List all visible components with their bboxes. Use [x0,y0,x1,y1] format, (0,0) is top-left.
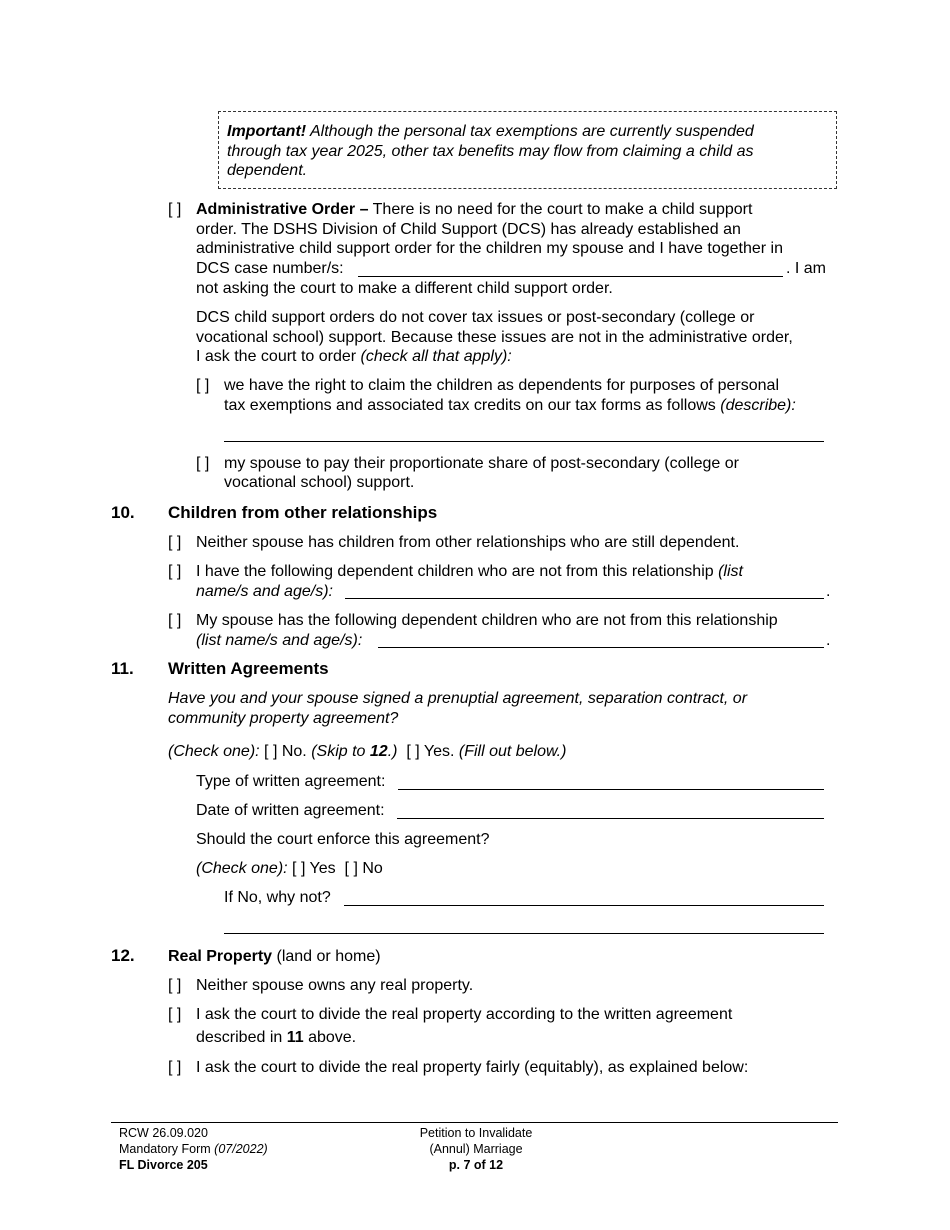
why-not-field-2[interactable] [224,933,824,934]
divide-by-agreement-checkbox[interactable]: [ ] [168,1006,182,1023]
described-above-text: above. [303,1029,357,1046]
admin-order-title: Administrative Order – [196,201,369,218]
admin-para2-line-1: DCS child support orders do not cover tax issues or post-secondary (college or [196,309,755,326]
tax-claim-line-2 [224,396,796,416]
section-12-title: Real Property [168,948,273,965]
admin-para2-line-3 [196,347,512,367]
footer-title-line-2: (Annul) Marriage [429,1142,523,1156]
spouse-other-children-field[interactable] [378,647,824,648]
my-other-children-line-2: name/s and age/s): [196,583,333,600]
spouse-other-children-line-1: My spouse has the following dependent children who are not from this relationship [196,612,778,629]
no-other-children-text: Neither spouse has children from other relationships who are still dependent. [196,534,740,551]
admin-order-line-1 [196,200,752,220]
spouse-other-children-checkbox[interactable]: [ ] [168,612,182,629]
agreement-type-label: Type of written agreement: [196,773,386,790]
divide-fairly-checkbox[interactable]: [ ] [168,1059,182,1076]
post-secondary-line-2: vocational school) support. [224,474,415,491]
admin-order-line-2: order. The DSHS Division of Child Support (DCS) has already established an [196,221,741,238]
post-secondary-checkbox[interactable]: [ ] [196,455,210,472]
agreement-question-line-1: Have you and your spouse signed a prenuptial agreement, separation contract, or [168,690,748,707]
important-line-3: dependent. [227,162,308,179]
tax-claim-describe-field[interactable] [224,441,824,442]
admin-para2-line-2: vocational school) support. Because these issues are not in the administrative order, [196,329,793,346]
footer-mandatory-date: (07/2022) [214,1142,268,1156]
enforce-no-label: No [362,860,383,877]
my-other-children-field[interactable] [345,598,824,599]
footer-rcw: RCW 26.09.020 [119,1126,208,1140]
my-other-children-text: I have the following dependent children who are not from this relationship [196,563,719,580]
important-line-1 [227,122,754,142]
footer-page-number: p. 7 of 12 [448,1158,504,1172]
enforce-question: Should the court enforce this agreement? [196,831,490,848]
section-11-number: 11. [111,659,134,678]
my-other-children-italic: (list [718,563,743,580]
tax-claim-line-1: we have the right to claim the children as dependents for purposes of personal [224,377,779,394]
admin-order-text-1: There is no need for the court to make a child support [368,201,753,218]
section-10-number: 10. [111,503,135,522]
no-real-property-text: Neither spouse owns any real property. [196,977,474,994]
why-not-field-1[interactable] [344,905,824,906]
no-real-property-checkbox[interactable]: [ ] [168,977,182,994]
admin-para2-text: I ask the court to order [196,348,361,365]
post-secondary-line-1: my spouse to pay their proportionate share of post-secondary (college or [224,455,739,472]
my-other-children-period: . [826,583,831,600]
footer-form-id: FL Divorce 205 [119,1158,208,1172]
agreement-date-label: Date of written agreement: [196,802,385,819]
check-one-label: (Check one): [168,743,260,760]
tax-claim-italic: (describe): [720,397,796,414]
tax-claim-checkbox[interactable]: [ ] [196,377,210,394]
enforce-check-one-label: (Check one): [196,860,288,877]
admin-para2-italic: (check all that apply): [360,348,512,365]
footer-mandatory-label: Mandatory Form [119,1142,215,1156]
dcs-case-after: . I am [786,260,827,277]
skip-to-text: (Skip to [311,743,370,760]
section-12-number: 12. [111,946,135,965]
enforce-yes-label: Yes [309,860,336,877]
divide-fairly-text: I ask the court to divide the real property fairly (equitably), as explained below: [196,1059,749,1076]
divide-by-agreement-line-2 [196,1028,356,1048]
important-text-1: Although the personal tax exemptions are currently suspended [306,123,754,140]
admin-order-line-3: administrative child support order for the children my spouse and I have together in [196,240,783,257]
fill-out-below: (Fill out below.) [458,743,567,760]
agreement-date-field[interactable] [397,818,824,819]
tax-claim-text: tax exemptions and associated tax credits on our tax forms as follows [224,397,721,414]
footer-mandatory [119,1141,268,1157]
dcs-case-label: DCS case number/s: [196,260,344,277]
agreement-yes-checkbox[interactable]: [ ] [406,743,420,760]
no-other-children-checkbox[interactable]: [ ] [168,534,182,551]
enforce-no-checkbox[interactable]: [ ] [344,860,358,877]
admin-order-checkbox[interactable]: [ ] [168,201,182,218]
important-line-2: through tax year 2025, other tax benefits may flow from claiming a child as [227,143,754,160]
footer-divider [111,1122,838,1123]
dcs-case-number-field[interactable] [358,276,783,277]
agreement-question-line-2: community property agreement? [168,710,399,727]
divide-by-agreement-line-1: I ask the court to divide the real property according to the written agreement [196,1006,733,1023]
agreement-yes-label: Yes. [423,743,455,760]
section-12-subtitle: (land or home) [272,948,381,965]
described-in-text: described in [196,1029,287,1046]
agreement-check-one-row [168,742,566,762]
important-lead: Important! [227,123,307,140]
enforce-yes-checkbox[interactable]: [ ] [292,860,306,877]
spouse-other-children-period: . [826,632,831,649]
why-not-label: If No, why not? [224,889,331,906]
agreement-no-label: No. [281,743,307,760]
section-11-title: Written Agreements [168,659,329,678]
skip-to-close: .) [387,743,398,760]
section-12-heading [168,947,381,967]
agreement-no-checkbox[interactable]: [ ] [264,743,278,760]
described-in-number: 11 [286,1029,304,1046]
section-10-title: Children from other relationships [168,503,438,522]
agreement-type-field[interactable] [398,789,824,790]
my-other-children-line-1 [196,562,743,582]
skip-to-number: 12 [369,743,388,760]
enforce-check-row [196,859,383,879]
footer-title-line-1: Petition to Invalidate [419,1126,533,1140]
spouse-other-children-line-2: (list name/s and age/s): [196,632,363,649]
admin-order-line-5: not asking the court to make a different child support order. [196,280,613,297]
my-other-children-checkbox[interactable]: [ ] [168,563,182,580]
